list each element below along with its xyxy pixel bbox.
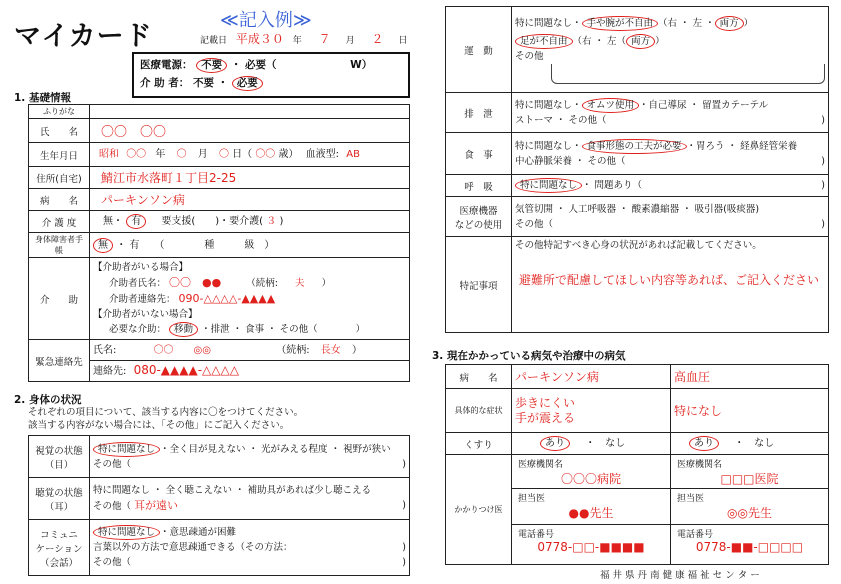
doctor-1: 医療機関名 〇〇〇病院 担当医 ●●先生 電話番号 0778-□□-■■■■ xyxy=(512,455,671,565)
assist-value: 【介助者がいる場合】 介助者氏名： 〇〇 ●● （続柄: 夫 ） 介助者連絡先： 090-△△△△-▲▲▲▲ 【介助者がいない場合】 必要な介助： 移動 ・排泄 ・ 食事 ・ その他（ ） xyxy=(90,258,410,340)
illness-name-2: 高血圧 xyxy=(671,365,829,389)
name-label: 氏 名 xyxy=(29,119,90,143)
address-label: 住所(自宅) xyxy=(29,167,90,189)
care-value: 無・ 有 要支援( )・要介護( ３ ) xyxy=(90,211,410,233)
disability-value: 無 ・ 有 （ 種 級 ） xyxy=(90,233,410,258)
exercise-label: 運 動 xyxy=(446,7,512,93)
symptom-2: 特になし xyxy=(671,389,829,433)
section-basic-title: 1. 基礎情報 xyxy=(14,92,71,104)
daily-living-table xyxy=(445,6,829,333)
section-illness-title: 3. 現在かかっている病気や治療中の病気 xyxy=(432,350,626,362)
meal-label: 食 事 xyxy=(446,133,512,175)
breath-value: 特に問題なし ・ 問題あり（ ) xyxy=(512,175,829,197)
exercise-other-box xyxy=(551,64,825,84)
communication-label: コミュニ ケーション （会話） xyxy=(29,520,90,576)
medicine-label: くすり xyxy=(446,433,512,455)
special-value: その他特記すべき心身の状況があれば記載してください。 避難所で配慮してほしい内容等あれば、ご記入ください xyxy=(512,237,829,333)
vision-value: 特に問題なし ・全く目が見えない ・ 光がみえる程度 ・ 視野が狭い その他（ ) xyxy=(90,436,410,478)
name-value: 〇〇 〇〇 xyxy=(90,119,410,143)
breath-label: 呼 吸 xyxy=(446,175,512,197)
meal-value: 特に問題なし・ 食事形態の工夫が必要 ・胃ろう ・ 経鼻経管栄養 中心静脈栄養 ・ その他（ ) xyxy=(512,133,829,175)
power-row: 医療電源： 不要 ・ 必要（ W） xyxy=(140,59,373,71)
helper-row: 介 助 者： 不要 ・ 必要 xyxy=(140,76,402,91)
excretion-value: 特に問題なし・ オムツ使用 ・自己導尿 ・ 留置カテーテル ストーマ ・ その他（ ) xyxy=(512,93,829,133)
page-title: マイカード xyxy=(14,21,153,52)
exercise-value: 特に問題なし・ 手や腕が不自由 （右 ・ 左 ・ 両方 ） 足が不自由 （右 ・ 左（ 両方 ） その他 xyxy=(512,7,829,93)
record-date: 記載日 平成３０ 年 ７ 月 ２ 日 xyxy=(200,32,408,46)
example-heading: ≪記入例≫ xyxy=(220,10,312,31)
illness-name-1: パーキンソン病 xyxy=(512,365,671,389)
furigana-label: ふりがな xyxy=(29,105,90,119)
emergency-label: 緊急連絡先 xyxy=(29,340,90,382)
device-label: 医療機器 などの使用 xyxy=(446,197,512,237)
symptom-label: 具体的な症状 xyxy=(446,389,512,433)
communication-value: 特に問題なし ・意思疎通が困難 言葉以外の方法で意思疎通できる（その方法： ) その他（ ) xyxy=(90,520,410,576)
doctor-2: 医療機関名 □□□医院 担当医 ◎◎先生 電話番号 0778-■■-□□□□ xyxy=(671,455,829,565)
disease-label: 病 名 xyxy=(29,189,90,211)
symptom-1: 歩きにくい 手が震える xyxy=(512,389,671,433)
device-value: 気管切開 ・ 人工呼吸器 ・ 酸素濃縮器 ・ 吸引器(吸痰器) その他（ ) xyxy=(512,197,829,237)
medicine-2: あり ・ なし xyxy=(671,433,829,455)
special-label: 特記事項 xyxy=(446,237,512,333)
address-value: 鯖江市水落町１丁目2-25 xyxy=(90,167,410,189)
disability-label: 身体障害者手帳 xyxy=(29,233,90,258)
disease-value: パーキンソン病 xyxy=(90,189,410,211)
dob-label: 生年月日 xyxy=(29,143,90,167)
emergency-value: 氏名: 〇〇 ◎◎ （続柄: 長女 ） 連絡先: 080-▲▲▲▲-△△△△ xyxy=(90,340,410,382)
assist-label: 介 助 xyxy=(29,258,90,340)
basic-info-table xyxy=(28,104,410,382)
care-label: 介 護 度 xyxy=(29,211,90,233)
doctor-label: かかりつけ医 xyxy=(446,455,512,565)
dob-value: 昭和 〇〇 年 〇 月 〇 日（ 〇〇 歳） 血液型: AB xyxy=(90,143,410,167)
body-note: それぞれの項目について、該当する内容に〇をつけてください。 該当する内容がない場合には、「その他」にご記入ください。 xyxy=(28,407,304,431)
hearing-label: 聴覚の状態 （耳） xyxy=(29,478,90,520)
footer-org: 福 井 県 丹 南 健 康 福 祉 セ ン タ ー xyxy=(600,570,760,581)
illness-table xyxy=(445,364,829,565)
excretion-label: 排 泄 xyxy=(446,93,512,133)
body-status-table xyxy=(28,435,410,576)
medical-power-box xyxy=(132,52,410,98)
section-body-title: 2. 身体の状況 xyxy=(14,394,82,406)
medicine-1: あり ・ なし xyxy=(512,433,671,455)
hearing-value: 特に問題なし ・ 全く聴こえない ・ 補助具があれば少し聴こえる その他（ 耳が遠い ) xyxy=(90,478,410,520)
illness-name-label: 病 名 xyxy=(446,365,512,389)
vision-label: 視覚の状態 （目） xyxy=(29,436,90,478)
